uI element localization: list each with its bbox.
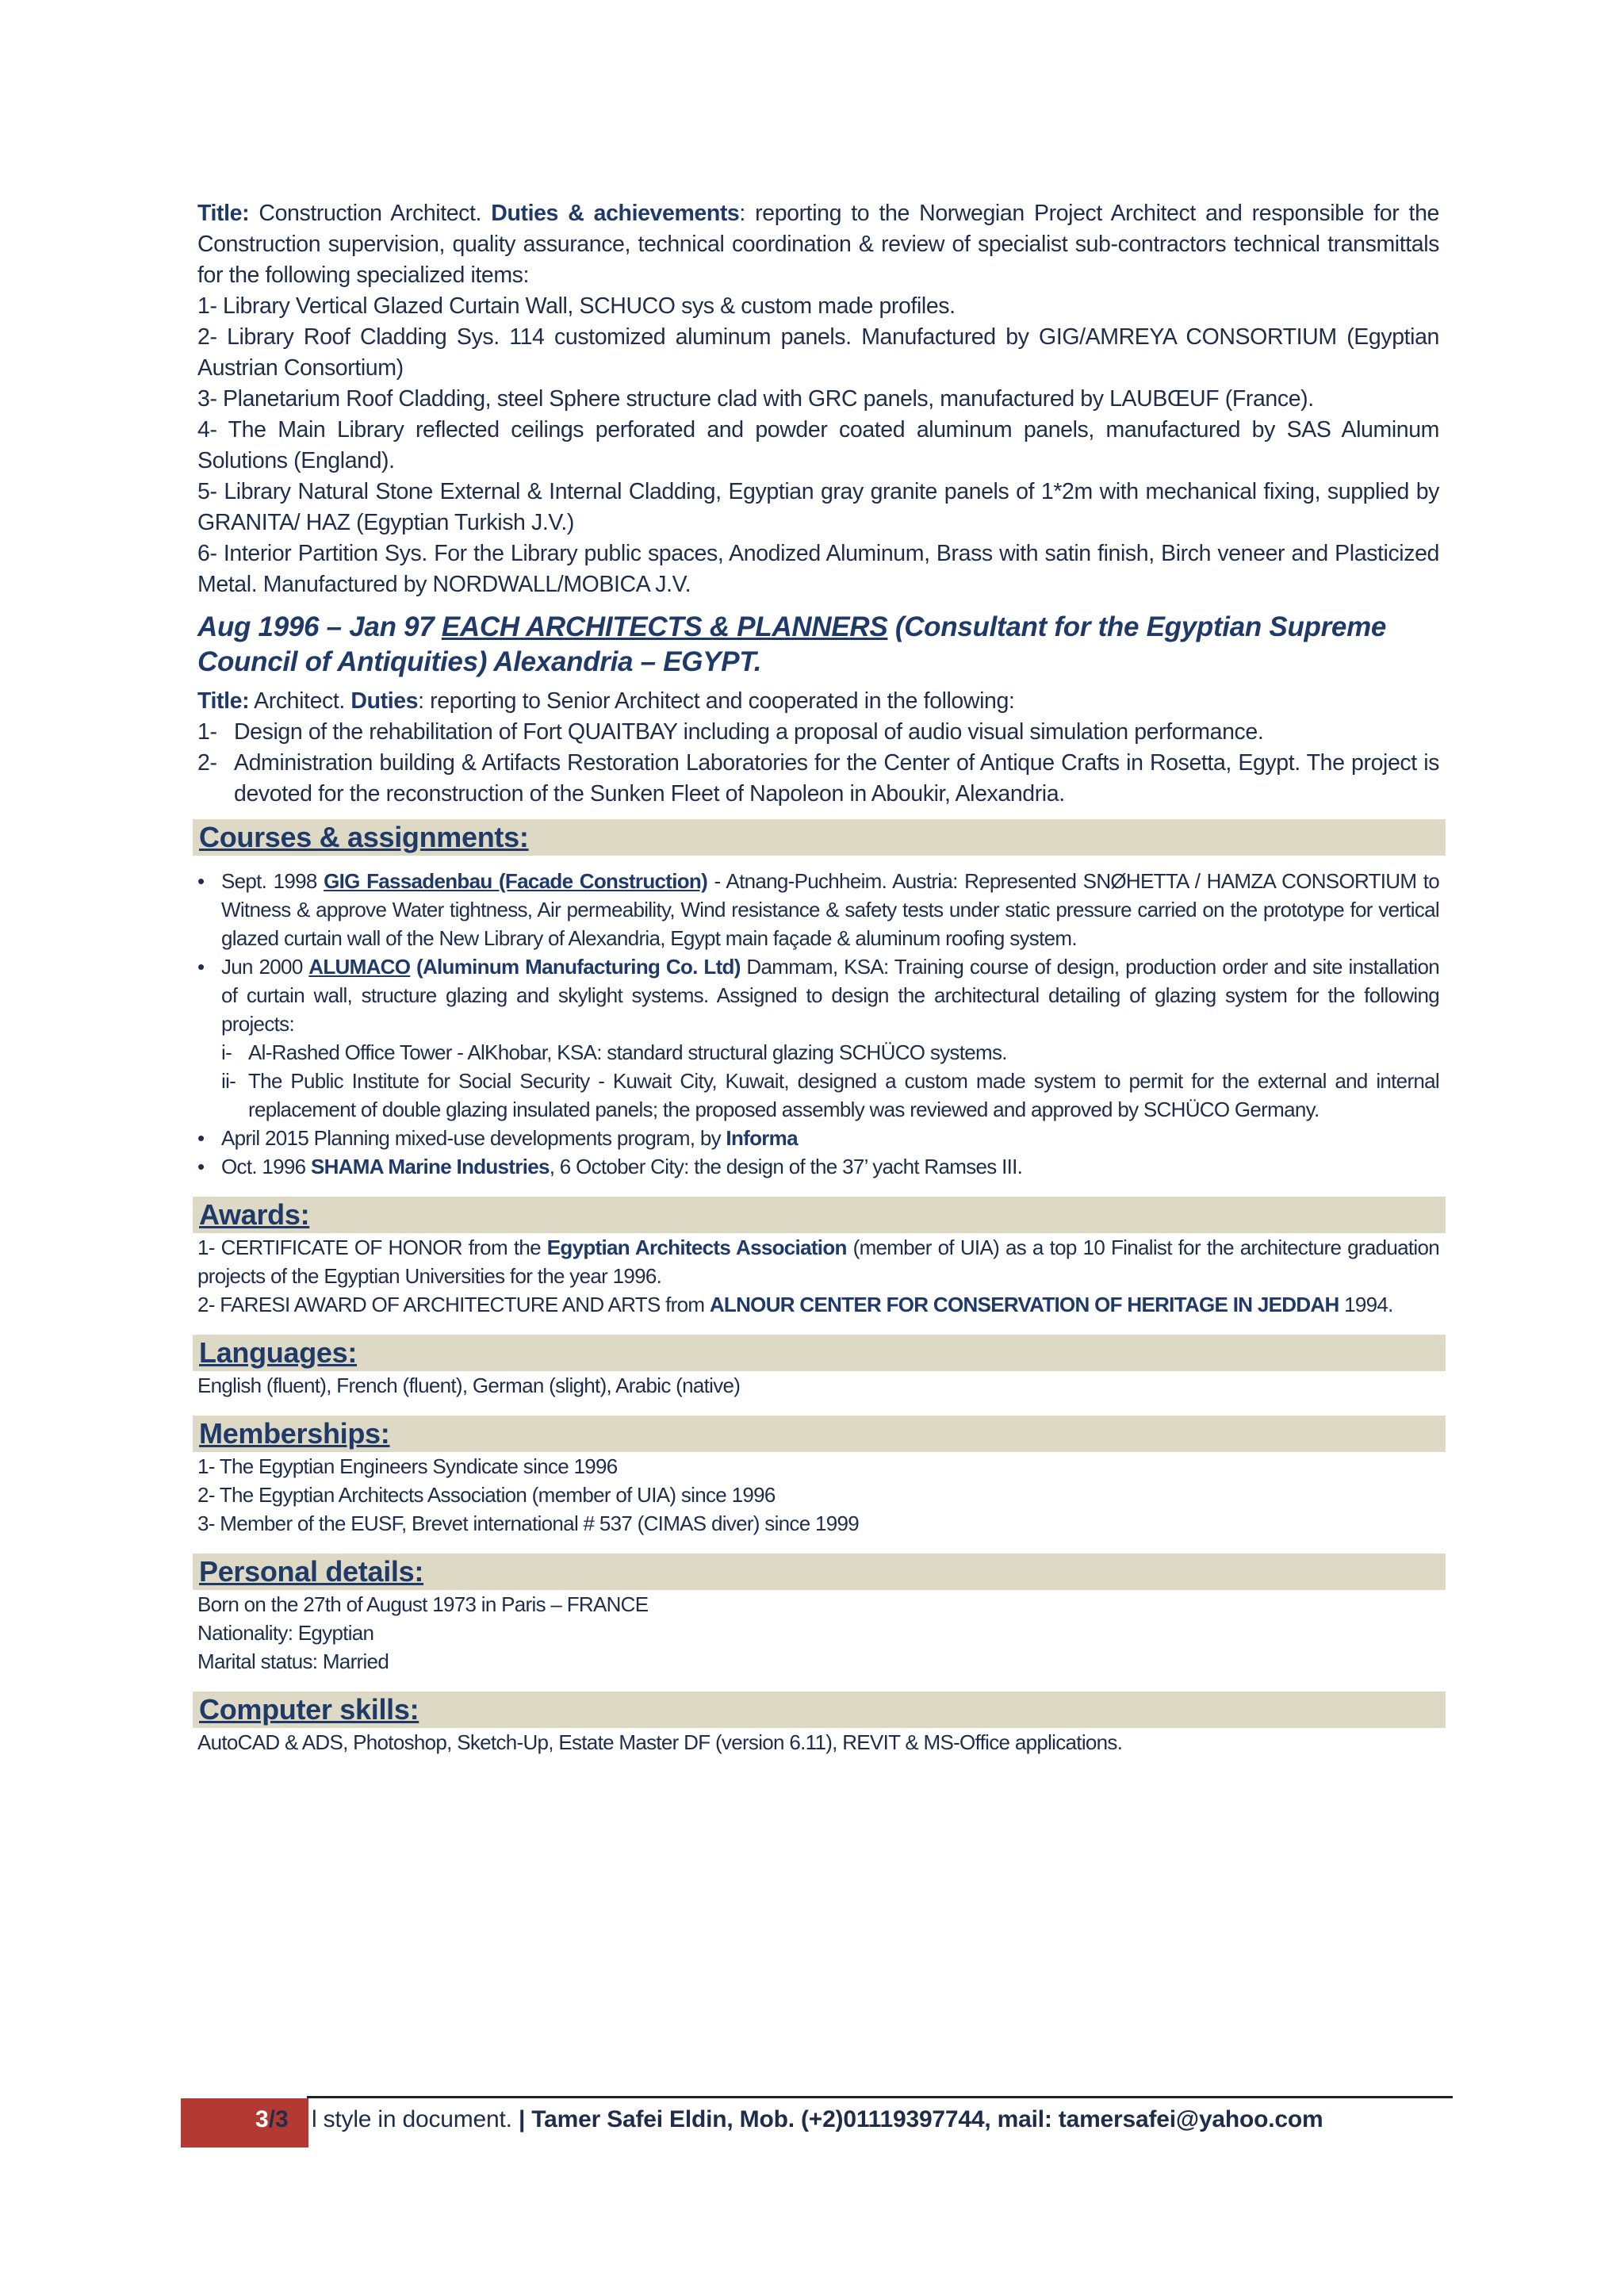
course-description: April 2015 Planning mixed-use developments program, by [221,1126,726,1150]
course-date: Oct. 1996 [221,1155,311,1178]
job1-item: 4- The Main Library reflected ceilings perforated and powder coated aluminum panels, manufactured by SAS Aluminum Solutions (England). [197,417,1439,473]
bullet-icon: • [197,1155,205,1178]
course-item [197,1124,1439,1152]
course-provider: Informa [726,1126,798,1150]
job1-title-value: Construction Architect. [249,201,482,226]
courses-list [197,867,1439,1181]
award-organization: Egyptian Architects Association [546,1236,847,1259]
course-item [197,867,1439,952]
award-organization: ALNOUR CENTER FOR CONSERVATION OF HERITAGE IN JEDDAH [709,1293,1339,1316]
membership-item: 1- The Egyptian Engineers Syndicate since 1996 [197,1454,618,1478]
awards-heading: Awards: [199,1198,310,1231]
subitem-numeral: i- [221,1040,232,1064]
languages-text: English (fluent), French (fluent), German (slight), Arabic (native) [197,1374,741,1397]
course-item [197,1152,1439,1181]
job1-item: 3- Planetarium Roof Cladding, steel Sphere structure clad with GRC panels, manufactured by LAUBŒUF (France). [197,386,1314,412]
job2-title-label: Title: [197,688,250,714]
bullet-icon: • [197,869,205,893]
course-company-link[interactable]: GIG Fassadenbau (Facade Construction) [324,869,708,893]
footer-contact: | Tamer Safei Eldin, Mob. (+2)01119397744, mail: tamersafei@yahoo.com [518,2106,1323,2132]
job2-item [197,748,1439,810]
page-number [255,2106,289,2133]
personal-item: Marital status: Married [197,1649,389,1673]
job2-heading [197,610,1439,680]
award-text: 1994. [1339,1293,1393,1316]
subitem-text: Al-Rashed Office Tower - AlKhobar, KSA: standard structural glazing SCHÜCO systems. [248,1040,1007,1064]
courses-section-header [193,819,1446,856]
page-total: /3 [268,2106,289,2132]
job2-dates: Aug 1996 – Jan 97 [197,611,442,642]
computer-heading: Computer skills: [199,1693,419,1726]
job1-duties-label: Duties & achievements [481,201,740,226]
job2-title-value: Architect. [249,688,345,714]
membership-item: 3- Member of the EUSF, Brevet international # 537 (CIMAS diver) since 1999 [197,1511,860,1535]
awards-section-header [193,1197,1446,1233]
personal-item: Nationality: Egyptian [197,1621,374,1645]
languages-section-header [193,1335,1446,1371]
award-text: 2- FARESI AWARD OF ARCHITECTURE AND ARTS from [197,1293,710,1316]
job1-item: 1- Library Vertical Glazed Curtain Wall, SCHUCO sys & custom made profiles. [197,293,956,319]
job2-company: EACH ARCHITECTS & PLANNERS [441,611,888,642]
course-date: Sept. 1998 [221,869,324,893]
courses-heading: Courses & assignments: [199,821,529,853]
subitem-numeral: ii- [221,1069,236,1093]
course-company-full: (Aluminum Manufacturing Co. Ltd) [410,955,741,979]
job2-item-number: 2- [197,750,217,776]
memberships-heading: Memberships: [199,1417,390,1450]
languages-heading: Languages: [199,1336,358,1369]
course-company: SHAMA Marine Industries [310,1155,550,1178]
course-item [197,952,1439,1124]
footer-style-note: l style in document. [312,2106,519,2132]
job2-title-paragraph [197,686,1439,717]
job1-item: 6- Interior Partition Sys. For the Library public spaces, Anodized Aluminum, Brass with satin finish, Birch veneer and Plasticized Metal. Manufactured by NORDWALL/MOBICA J.V. [197,541,1439,597]
computer-section-header [193,1692,1446,1728]
course-description: Dammam, KSA: Training course of design, production order and site installation of curtain wall, structure glazing and skylight systems. Assigned to design the architectural detailing of glazing system for the following projects: [221,955,1439,1036]
computer-skills-text: AutoCAD & ADS, Photoshop, Sketch-Up, Estate Master DF (version 6.11), REVIT & MS-Office applications. [197,1730,1123,1754]
memberships-section-header [193,1416,1446,1452]
job1-title-paragraph [197,198,1439,291]
job2-item-text: Administration building & Artifacts Restoration Laboratories for the Center of Antique Crafts in Rosetta, Egypt. The project is devoted for the reconstruction of the Sunken Fleet of Napoleon in Aboukir, Alexandria. [234,750,1439,807]
job2-item-number: 1- [197,719,217,745]
resume-page [197,198,1439,1757]
membership-item: 2- The Egyptian Architects Association (member of UIA) since 1996 [197,1483,776,1507]
job2-duties-text: : reporting to Senior Architect and cooperated in the following: [418,688,1015,714]
course-date: Jun 2000 [221,955,309,979]
job2-duties-label: Duties [344,688,419,714]
course-subitem [221,1067,1439,1124]
footer-rule [307,2096,1453,2098]
job2-item [197,717,1439,748]
course-subitem [221,1038,1439,1067]
footer-accent-box [181,2098,308,2147]
course-description: - Atnang-Puchheim. Austria: Represented SNØHETTA / HAMZA CONSORTIUM to Witness & approve Water tightness, Air permeability, Wind resistance & safety tests under static pressure carried on the prototype for vertical glazed curtain wall of the New Library of Alexandria, Egypt main façade & aluminum roofing system. [221,869,1440,950]
subitem-text: The Public Institute for Social Security - Kuwait City, Kuwait, designed a custom made system to permit for the external and internal replacement of double glazing insulated panels; the proposed assembly was reviewed and approved by SCHÜCO Germany. [248,1069,1439,1121]
footer-text [312,2106,1323,2133]
personal-item: Born on the 27th of August 1973 in Paris – FRANCE [197,1592,649,1616]
job2-description: (Consultant for the Egyptian Supreme Council of Antiquities) Alexandria – EGYPT. [197,611,1387,677]
bullet-icon: • [197,955,205,979]
job1-duties-text: : reporting to the Norwegian Project Architect and responsible for the Construction supervision, quality assurance, technical coordination & review of specialist sub-contractors technical transmittals for the following specialized items: [197,201,1439,288]
course-company-link[interactable]: ALUMACO [308,955,411,979]
job1-item: 5- Library Natural Stone External & Internal Cladding, Egyptian gray granite panels of 1*2m with mechanical fixing, supplied by GRANITA/ HAZ (Egyptian Turkish J.V.) [197,479,1439,535]
course-description: , 6 October City: the design of the 37’ yacht Ramses III. [549,1155,1023,1178]
award-item [197,1233,1439,1290]
award-text: 1- CERTIFICATE OF HONOR from the [197,1236,547,1259]
award-item [197,1290,1439,1319]
job1-item: 2- Library Roof Cladding Sys. 114 customized aluminum panels. Manufactured by GIG/AMREYA CONSORTIUM (Egyptian Austrian Consortium) [197,324,1439,381]
award-text: (member of UIA) as a top 10 Finalist for the architecture graduation projects of the Egyptian Universities for the year 1996. [197,1236,1440,1288]
page-current: 3 [255,2106,269,2132]
job2-item-text: Design of the rehabilitation of Fort QUAITBAY including a proposal of audio visual simulation performance. [234,719,1264,745]
job1-title-label: Title: [197,201,250,226]
personal-section-header [193,1554,1446,1590]
bullet-icon: • [197,1126,205,1150]
personal-heading: Personal details: [199,1555,424,1588]
